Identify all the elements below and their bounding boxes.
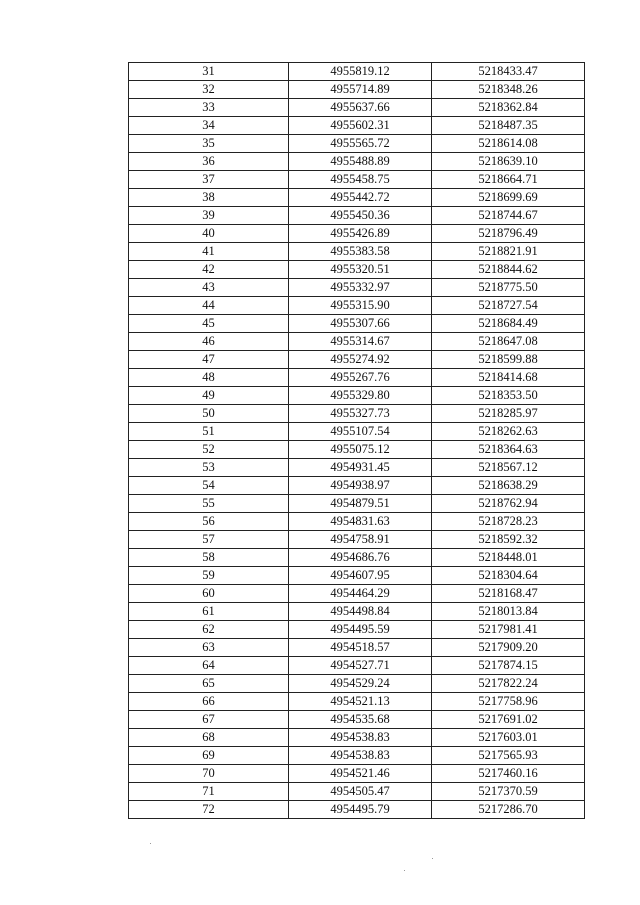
point-number-cell: 55 [129, 495, 289, 513]
x-coordinate-cell: 4954607.95 [289, 567, 432, 585]
x-coordinate-cell: 4954505.47 [289, 783, 432, 801]
point-number-cell: 41 [129, 243, 289, 261]
x-coordinate-cell: 4954518.57 [289, 639, 432, 657]
x-coordinate-cell: 4955329.80 [289, 387, 432, 405]
point-number-cell: 38 [129, 189, 289, 207]
table-row [129, 549, 585, 567]
x-coordinate-cell: 4955565.72 [289, 135, 432, 153]
point-number-cell: 45 [129, 315, 289, 333]
x-coordinate-cell: 4955714.89 [289, 81, 432, 99]
table-row [129, 585, 585, 603]
y-coordinate-cell: 5218567.12 [432, 459, 585, 477]
point-number-cell: 51 [129, 423, 289, 441]
y-coordinate-cell: 5218796.49 [432, 225, 585, 243]
x-coordinate-cell: 4955075.12 [289, 441, 432, 459]
x-coordinate-cell: 4954538.83 [289, 729, 432, 747]
coordinates-table [128, 62, 585, 819]
y-coordinate-cell: 5218614.08 [432, 135, 585, 153]
point-number-cell: 61 [129, 603, 289, 621]
point-number-cell: 54 [129, 477, 289, 495]
y-coordinate-cell: 5217603.01 [432, 729, 585, 747]
y-coordinate-cell: 5218775.50 [432, 279, 585, 297]
point-number-cell: 42 [129, 261, 289, 279]
y-coordinate-cell: 5218762.94 [432, 495, 585, 513]
point-number-cell: 68 [129, 729, 289, 747]
y-coordinate-cell: 5218664.71 [432, 171, 585, 189]
x-coordinate-cell: 4954758.91 [289, 531, 432, 549]
point-number-cell: 36 [129, 153, 289, 171]
table-row [129, 801, 585, 819]
x-coordinate-cell: 4954529.24 [289, 675, 432, 693]
x-coordinate-cell: 4955332.97 [289, 279, 432, 297]
table-row [129, 225, 585, 243]
y-coordinate-cell: 5217286.70 [432, 801, 585, 819]
point-number-cell: 59 [129, 567, 289, 585]
point-number-cell: 40 [129, 225, 289, 243]
y-coordinate-cell: 5218821.91 [432, 243, 585, 261]
point-number-cell: 31 [129, 63, 289, 81]
y-coordinate-cell: 5217909.20 [432, 639, 585, 657]
coordinates-table-body [129, 63, 585, 819]
point-number-cell: 64 [129, 657, 289, 675]
table-row [129, 783, 585, 801]
table-row [129, 387, 585, 405]
point-number-cell: 69 [129, 747, 289, 765]
y-coordinate-cell: 5217874.15 [432, 657, 585, 675]
point-number-cell: 39 [129, 207, 289, 225]
table-row [129, 567, 585, 585]
table-row [129, 621, 585, 639]
point-number-cell: 35 [129, 135, 289, 153]
x-coordinate-cell: 4955274.92 [289, 351, 432, 369]
y-coordinate-cell: 5218592.32 [432, 531, 585, 549]
table-row [129, 459, 585, 477]
point-number-cell: 58 [129, 549, 289, 567]
scan-speck [404, 870, 405, 871]
table-row [129, 135, 585, 153]
x-coordinate-cell: 4955488.89 [289, 153, 432, 171]
point-number-cell: 67 [129, 711, 289, 729]
y-coordinate-cell: 5218448.01 [432, 549, 585, 567]
scan-speck [432, 858, 433, 859]
table-row [129, 243, 585, 261]
table-row [129, 261, 585, 279]
table-row [129, 279, 585, 297]
point-number-cell: 46 [129, 333, 289, 351]
table-row [129, 495, 585, 513]
x-coordinate-cell: 4955819.12 [289, 63, 432, 81]
y-coordinate-cell: 5218168.47 [432, 585, 585, 603]
point-number-cell: 66 [129, 693, 289, 711]
x-coordinate-cell: 4955383.58 [289, 243, 432, 261]
x-coordinate-cell: 4954831.63 [289, 513, 432, 531]
y-coordinate-cell: 5218638.29 [432, 477, 585, 495]
point-number-cell: 37 [129, 171, 289, 189]
y-coordinate-cell: 5217460.16 [432, 765, 585, 783]
y-coordinate-cell: 5218639.10 [432, 153, 585, 171]
point-number-cell: 62 [129, 621, 289, 639]
table-row [129, 333, 585, 351]
y-coordinate-cell: 5218362.84 [432, 99, 585, 117]
y-coordinate-cell: 5217758.96 [432, 693, 585, 711]
scan-speck [150, 843, 151, 844]
point-number-cell: 33 [129, 99, 289, 117]
table-row [129, 657, 585, 675]
x-coordinate-cell: 4955320.51 [289, 261, 432, 279]
x-coordinate-cell: 4955442.72 [289, 189, 432, 207]
table-row [129, 351, 585, 369]
y-coordinate-cell: 5218285.97 [432, 405, 585, 423]
y-coordinate-cell: 5218304.64 [432, 567, 585, 585]
y-coordinate-cell: 5218684.49 [432, 315, 585, 333]
y-coordinate-cell: 5218647.08 [432, 333, 585, 351]
y-coordinate-cell: 5218433.47 [432, 63, 585, 81]
point-number-cell: 52 [129, 441, 289, 459]
x-coordinate-cell: 4955107.54 [289, 423, 432, 441]
x-coordinate-cell: 4954521.46 [289, 765, 432, 783]
y-coordinate-cell: 5218013.84 [432, 603, 585, 621]
table-row [129, 531, 585, 549]
x-coordinate-cell: 4955327.73 [289, 405, 432, 423]
y-coordinate-cell: 5217822.24 [432, 675, 585, 693]
x-coordinate-cell: 4954464.29 [289, 585, 432, 603]
table-row [129, 639, 585, 657]
x-coordinate-cell: 4954495.59 [289, 621, 432, 639]
table-row [129, 441, 585, 459]
x-coordinate-cell: 4954938.97 [289, 477, 432, 495]
point-number-cell: 60 [129, 585, 289, 603]
y-coordinate-cell: 5218599.88 [432, 351, 585, 369]
table-row [129, 477, 585, 495]
x-coordinate-cell: 4954498.84 [289, 603, 432, 621]
x-coordinate-cell: 4955315.90 [289, 297, 432, 315]
point-number-cell: 70 [129, 765, 289, 783]
x-coordinate-cell: 4954535.68 [289, 711, 432, 729]
x-coordinate-cell: 4954495.79 [289, 801, 432, 819]
y-coordinate-cell: 5218262.63 [432, 423, 585, 441]
x-coordinate-cell: 4955426.89 [289, 225, 432, 243]
x-coordinate-cell: 4955267.76 [289, 369, 432, 387]
table-row [129, 711, 585, 729]
y-coordinate-cell: 5218699.69 [432, 189, 585, 207]
table-row [129, 369, 585, 387]
table-row [129, 693, 585, 711]
y-coordinate-cell: 5218744.67 [432, 207, 585, 225]
table-row [129, 603, 585, 621]
table-row [129, 207, 585, 225]
y-coordinate-cell: 5217981.41 [432, 621, 585, 639]
table-row [129, 747, 585, 765]
table-row [129, 81, 585, 99]
table-row [129, 189, 585, 207]
table-row [129, 729, 585, 747]
table-row [129, 675, 585, 693]
table-row [129, 315, 585, 333]
y-coordinate-cell: 5218487.35 [432, 117, 585, 135]
x-coordinate-cell: 4954931.45 [289, 459, 432, 477]
table-row [129, 513, 585, 531]
y-coordinate-cell: 5217691.02 [432, 711, 585, 729]
point-number-cell: 34 [129, 117, 289, 135]
x-coordinate-cell: 4955450.36 [289, 207, 432, 225]
point-number-cell: 49 [129, 387, 289, 405]
table-row [129, 99, 585, 117]
y-coordinate-cell: 5218348.26 [432, 81, 585, 99]
x-coordinate-cell: 4954538.83 [289, 747, 432, 765]
table-row [129, 423, 585, 441]
point-number-cell: 43 [129, 279, 289, 297]
y-coordinate-cell: 5217565.93 [432, 747, 585, 765]
y-coordinate-cell: 5218364.63 [432, 441, 585, 459]
table-row [129, 153, 585, 171]
table-row [129, 405, 585, 423]
x-coordinate-cell: 4955637.66 [289, 99, 432, 117]
point-number-cell: 44 [129, 297, 289, 315]
point-number-cell: 47 [129, 351, 289, 369]
table-row [129, 297, 585, 315]
point-number-cell: 56 [129, 513, 289, 531]
x-coordinate-cell: 4955602.31 [289, 117, 432, 135]
y-coordinate-cell: 5217370.59 [432, 783, 585, 801]
x-coordinate-cell: 4954527.71 [289, 657, 432, 675]
y-coordinate-cell: 5218728.23 [432, 513, 585, 531]
table-row [129, 171, 585, 189]
x-coordinate-cell: 4955314.67 [289, 333, 432, 351]
point-number-cell: 72 [129, 801, 289, 819]
point-number-cell: 71 [129, 783, 289, 801]
x-coordinate-cell: 4954879.51 [289, 495, 432, 513]
x-coordinate-cell: 4955307.66 [289, 315, 432, 333]
point-number-cell: 50 [129, 405, 289, 423]
x-coordinate-cell: 4954521.13 [289, 693, 432, 711]
y-coordinate-cell: 5218844.62 [432, 261, 585, 279]
y-coordinate-cell: 5218414.68 [432, 369, 585, 387]
x-coordinate-cell: 4955458.75 [289, 171, 432, 189]
table-row [129, 765, 585, 783]
table-row [129, 117, 585, 135]
point-number-cell: 32 [129, 81, 289, 99]
point-number-cell: 65 [129, 675, 289, 693]
table-row [129, 63, 585, 81]
point-number-cell: 48 [129, 369, 289, 387]
point-number-cell: 53 [129, 459, 289, 477]
y-coordinate-cell: 5218727.54 [432, 297, 585, 315]
y-coordinate-cell: 5218353.50 [432, 387, 585, 405]
point-number-cell: 63 [129, 639, 289, 657]
x-coordinate-cell: 4954686.76 [289, 549, 432, 567]
point-number-cell: 57 [129, 531, 289, 549]
